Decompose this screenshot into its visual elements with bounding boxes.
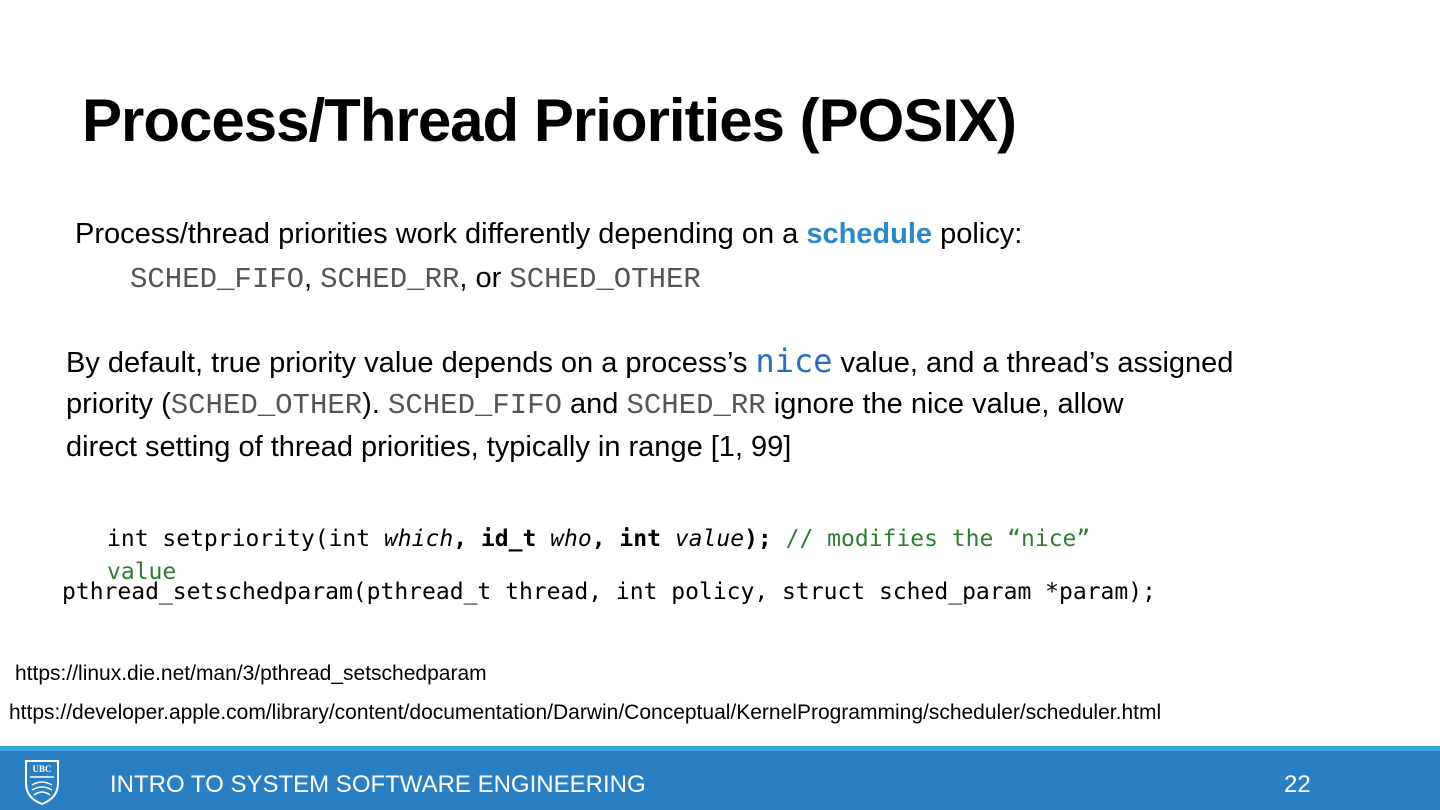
- para2-sched-other: SCHED_OTHER: [170, 389, 363, 422]
- code-space: [536, 526, 550, 552]
- para2-sched-fifo: SCHED_FIFO: [387, 389, 562, 422]
- code-comment-wrap: value: [107, 559, 177, 585]
- intro-text: [75, 218, 1022, 251]
- policy-fifo: SCHED_FIFO: [130, 263, 305, 296]
- link-linux-man[interactable]: https://linux.die.net/man/3/pthread_setschedparam: [15, 662, 487, 685]
- policy-other: SCHED_OTHER: [509, 263, 701, 296]
- para2-l1a: By default, true priority value depends on a process’s: [66, 347, 756, 379]
- policy-list: [130, 262, 701, 296]
- footer-bar: [0, 751, 1440, 810]
- para2-l2a: priority (: [66, 388, 171, 420]
- code-comma: ,: [453, 526, 481, 552]
- crest-text: UBC: [32, 764, 52, 774]
- para2-l2c: ignore the nice value, allow: [765, 388, 1124, 420]
- para2-l2b: ).: [362, 388, 388, 420]
- course-title: INTRO TO SYSTEM SOFTWARE ENGINEERING: [110, 771, 646, 798]
- para2-line2: [66, 388, 1396, 422]
- page-number: 22: [1284, 771, 1311, 798]
- para2-line3: direct setting of thread priorities, typically in range [1, 99]: [66, 431, 792, 463]
- code-setpriority: [107, 526, 1090, 552]
- para2-l1b: value, and a thread’s assigned: [832, 347, 1234, 379]
- policy-rr: SCHED_RR: [320, 263, 460, 296]
- policy-sep1: ,: [304, 262, 321, 294]
- intro-highlight: schedule: [806, 218, 933, 250]
- code-seg: int setpriority(int: [107, 526, 384, 552]
- para2-sched-rr: SCHED_RR: [626, 389, 766, 422]
- code-comma: ,: [591, 526, 620, 552]
- code-comment: // modifies the “nice”: [771, 526, 1091, 552]
- intro-after: policy:: [932, 218, 1023, 250]
- policy-sep2: , or: [459, 262, 510, 294]
- code-which: which: [383, 526, 454, 552]
- code-close: );: [744, 526, 772, 552]
- para2-and: and: [561, 388, 627, 420]
- para2-line1: [66, 342, 1396, 380]
- slide-title: Process/Thread Priorities (POSIX): [82, 87, 1017, 154]
- code-space: [661, 526, 675, 552]
- ubc-crest-icon: [24, 759, 60, 805]
- code-pthread-setschedparam: pthread_setschedparam(pthread_t thread, int policy, struct sched_param *param);: [62, 579, 1156, 605]
- code-idt: id_t: [480, 526, 537, 552]
- code-value: value: [674, 526, 745, 552]
- code-int: int: [619, 526, 661, 552]
- intro-before: Process/thread priorities work differently depending on a: [75, 218, 807, 250]
- nice-keyword: nice: [755, 342, 833, 380]
- link-apple-docs[interactable]: https://developer.apple.com/library/content/documentation/Darwin/Conceptual/KernelProgramming/scheduler/scheduler.html: [9, 701, 1162, 724]
- code-who: who: [550, 526, 592, 552]
